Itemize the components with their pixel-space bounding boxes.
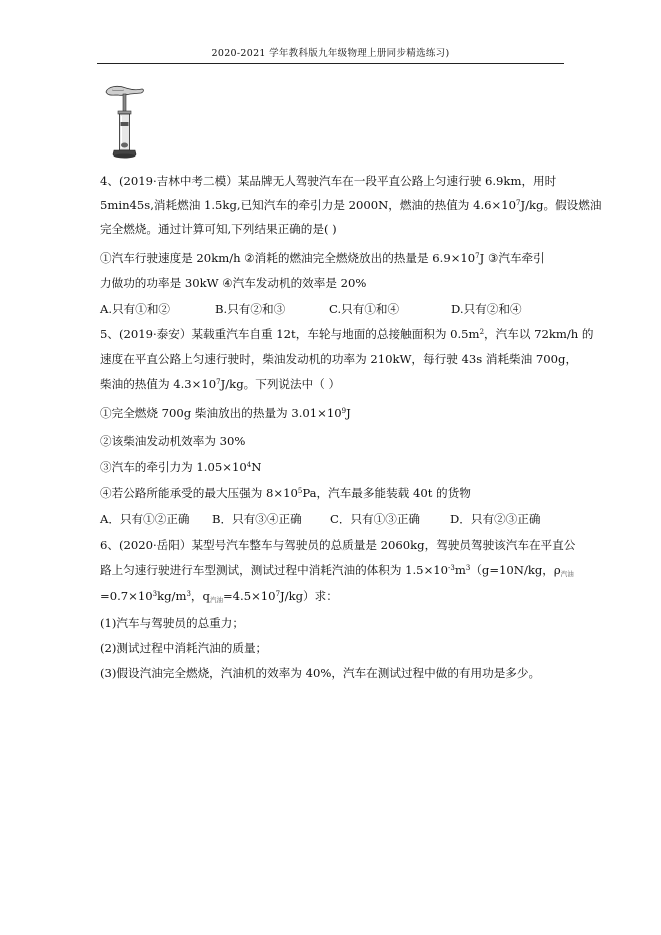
q5-statement-2: ②该柴油发动机效率为 30%	[100, 434, 246, 448]
header-title: 2020-2021 学年教科版九年级物理上册同步精选练习)	[211, 48, 450, 59]
piston-rod	[123, 94, 126, 112]
q4-option-d: D.只有②和④	[451, 302, 522, 316]
q6-line-3: $=0.7\times 10^3kg/m^3$，$q_{汽油}=4.5\times 10^7J/kg$）求：	[100, 589, 338, 604]
q5-statement-1: ①完全燃烧 700g 柴油放出的热量为 $3.01\times 10^9J$	[100, 406, 351, 420]
q5-options	[100, 511, 540, 527]
compression-apparatus-figure	[100, 82, 150, 164]
q4-option-c: C.只有①和④	[329, 302, 400, 316]
q4-options	[100, 301, 522, 317]
q5-option-c: C．只有①③正确	[330, 512, 421, 526]
q6-part-3: (3)假设汽油完全燃烧，汽油机的效率为 40%，汽车在测试过程中做的有用功是多少。	[100, 666, 541, 680]
q6-part-2: (2)测试过程中消耗汽油的质量；	[100, 641, 268, 655]
page-header	[97, 45, 564, 64]
q4-line-3: 完全燃烧。通过计算可知,下列结果正确的是( )	[100, 222, 337, 236]
q5-option-b: B．只有③④正确	[212, 512, 302, 526]
q5-statement-3: ③汽车的牵引力为 $1.05\times 10^4N$	[100, 460, 262, 474]
q5-line-1: 5、(2019·泰安）某载重汽车自重 12t，车轮与地面的总接触面积为 $0.5m^2$，汽车以 72km/h 的	[100, 327, 594, 341]
q4-line-1: 4、(2019·吉林中考二模）某品牌无人驾驶汽车在一段平直公路上匀速行驶 6.9km，用时	[100, 174, 557, 188]
q6-part-1: (1)汽车与驾驶员的总重力；	[100, 616, 244, 630]
q4-statement-line-1: ①汽车行驶速度是 20km/h ②消耗的燃油完全燃烧放出的热量是 $6.9\times 10^7J$ ③汽车牵引	[100, 251, 545, 265]
q5-option-a: A．只有①②正确	[100, 512, 190, 526]
q5-option-d: D．只有②③正确	[450, 512, 541, 526]
q6-line-1: 6、(2020·岳阳）某型号汽车整车与驾驶员的总质量是 2060kg，驾驶员驾驶该汽车在平直公	[100, 538, 576, 552]
q4-line-2: 5min45s,消耗燃油 1.5kg,已知汽车的牵引力是 2000N，燃油的热值为 $4.6\times 10^7J/kg$。假设燃油	[100, 198, 602, 212]
q5-line-3: 柴油的热值为 $4.3\times 10^7J/kg$。下列说法中（ ）	[100, 377, 341, 391]
q4-option-b: B.只有②和③	[215, 302, 286, 316]
q5-statement-4: ④若公路所能承受的最大压强为 $8\times 10^5Pa$，汽车最多能装载 40t 的货物	[100, 486, 471, 500]
q5-line-2: 速度在平直公路上匀速行驶时，柴油发动机的功率为 210kW，每行驶 43s 消耗柴油 700g，	[100, 352, 578, 366]
q4-option-a: A.只有①和②	[100, 302, 171, 316]
q4-statement-line-2: 力做功的功率是 30kW ④汽车发动机的效率是 20%	[100, 276, 367, 290]
q6-line-2: 路上匀速行驶进行车型测试，测试过程中消耗汽油的体积为 $1.5\times 10^{-3}m^3(g=10N/kg$，$\rho_{汽油}$	[100, 563, 574, 578]
